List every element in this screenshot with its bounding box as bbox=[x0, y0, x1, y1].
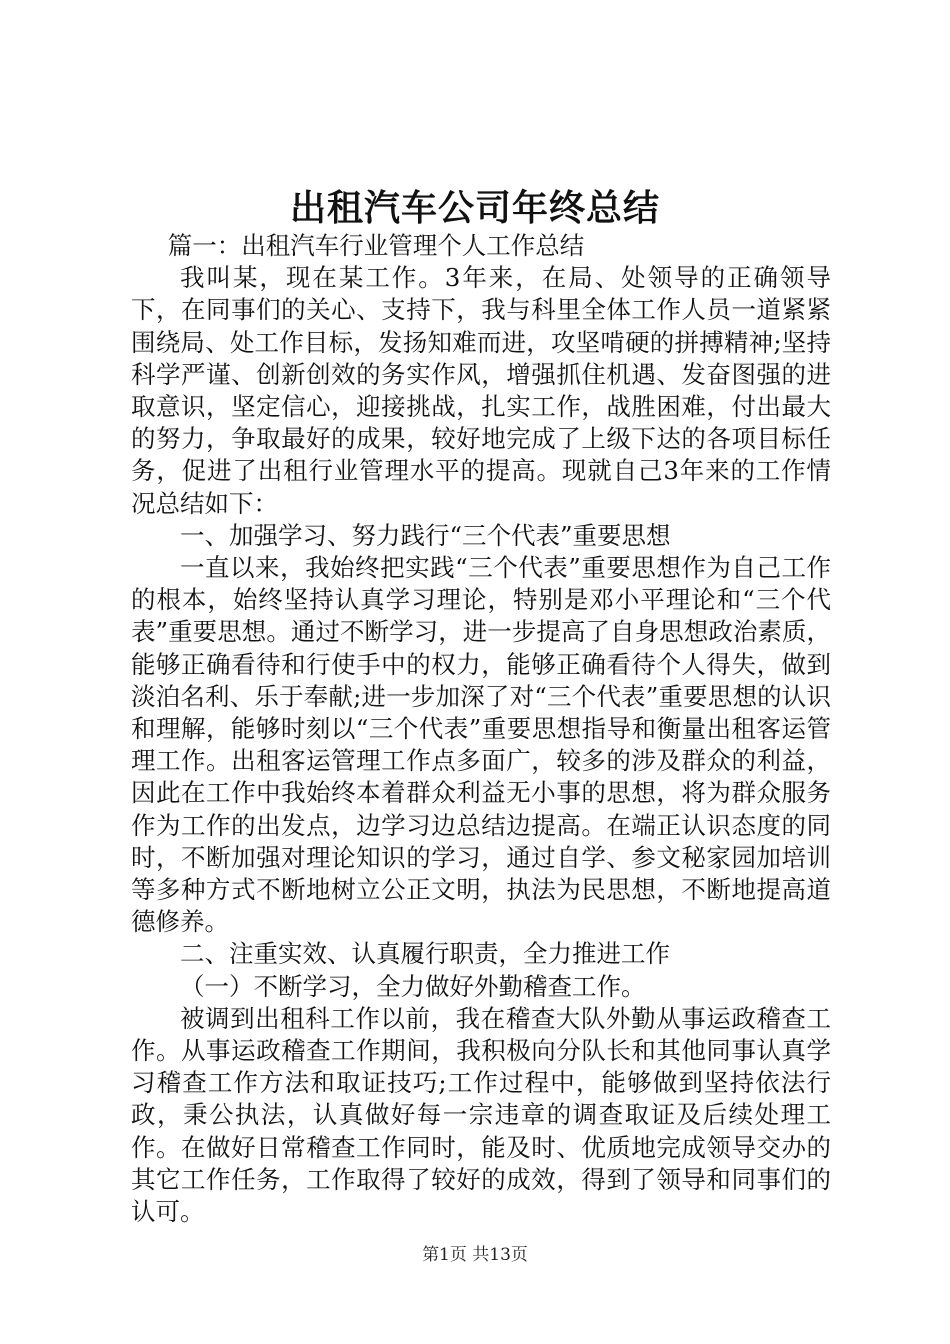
inspection-paragraph: 被调到出租科工作以前，我在稽查大队外勤从事运政稽查工作。从事运政稽查工作期间，我积极向分队长和其他同事认真学习稽查工作方法和取证技巧;工作过程中，能够做到坚持依法行政，秉公执法，认真做好每一宗违章的调查取证及后续处理工作。在做好日常稽查工作同时，能及时、优质地完成领导交办的其它工作任务，工作取得了较好的成效，得到了领导和同事们的认可。 bbox=[131, 1003, 831, 1227]
section-heading-part-one: 篇一：出租汽车行业管理个人工作总结 bbox=[167, 231, 585, 260]
document-title: 出租汽车公司年终总结 bbox=[289, 187, 660, 229]
intro-paragraph: 我叫某，现在某工作。3年来，在局、处领导的正确领导下，在同事们的关心、支持下，我与科里全体工作人员一道紧紧围绕局、处工作目标，发扬知难而进，攻坚啃硬的拼搏精神;坚持科学严谨、创新创效的务实作风，增强抓住机遇、发奋图强的进取意识，坚定信心，迎接挑战，扎实工作，战胜困难，付出最大的努力，争取最好的成果，较好地完成了上级下达的各项目标任务，促进了出租行业管理水平的提高。现就自己3年来的工作情况总结如下： bbox=[131, 263, 831, 518]
document-body bbox=[131, 230, 831, 1228]
section-heading-study: 一、加强学习、努力践行“三个代表”重要思想 bbox=[180, 520, 671, 550]
study-paragraph: 一直以来，我始终把实践“三个代表”重要思想作为自己工作的根本，始终坚持认真学习理论，特别是邓小平理论和“三个代表”重要思想。通过不断学习，进一步提高了自身思想政治素质，能够正确看待和行使手中的权力，能够正确看待个人得失，做到淡泊名利、乐于奉献;进一步加深了对“三个代表”重要思想的认识和理解，能够时刻以“三个代表”重要思想指导和衡量出租客运管理工作。出租客运管理工作点多面广，较多的涉及群众的利益，因此在工作中我始终本着群众利益无小事的思想，将为群众服务作为工作的出发点，边学习边总结边提高。在端正认识态度的同时，不断加强对理论知识的学习，通过自学、参文秘家园加培训等多种方式不断地树立公正文明，执法为民思想，不断地提高道德修养。 bbox=[131, 553, 831, 937]
section-heading-duties: 二、注重实效、认真履行职责，全力推进工作 bbox=[180, 939, 670, 969]
page-number-footer: 第1页 共13页 bbox=[422, 1245, 528, 1265]
subsection-heading-inspection: （一）不断学习，全力做好外勤稽查工作。 bbox=[180, 971, 646, 1001]
